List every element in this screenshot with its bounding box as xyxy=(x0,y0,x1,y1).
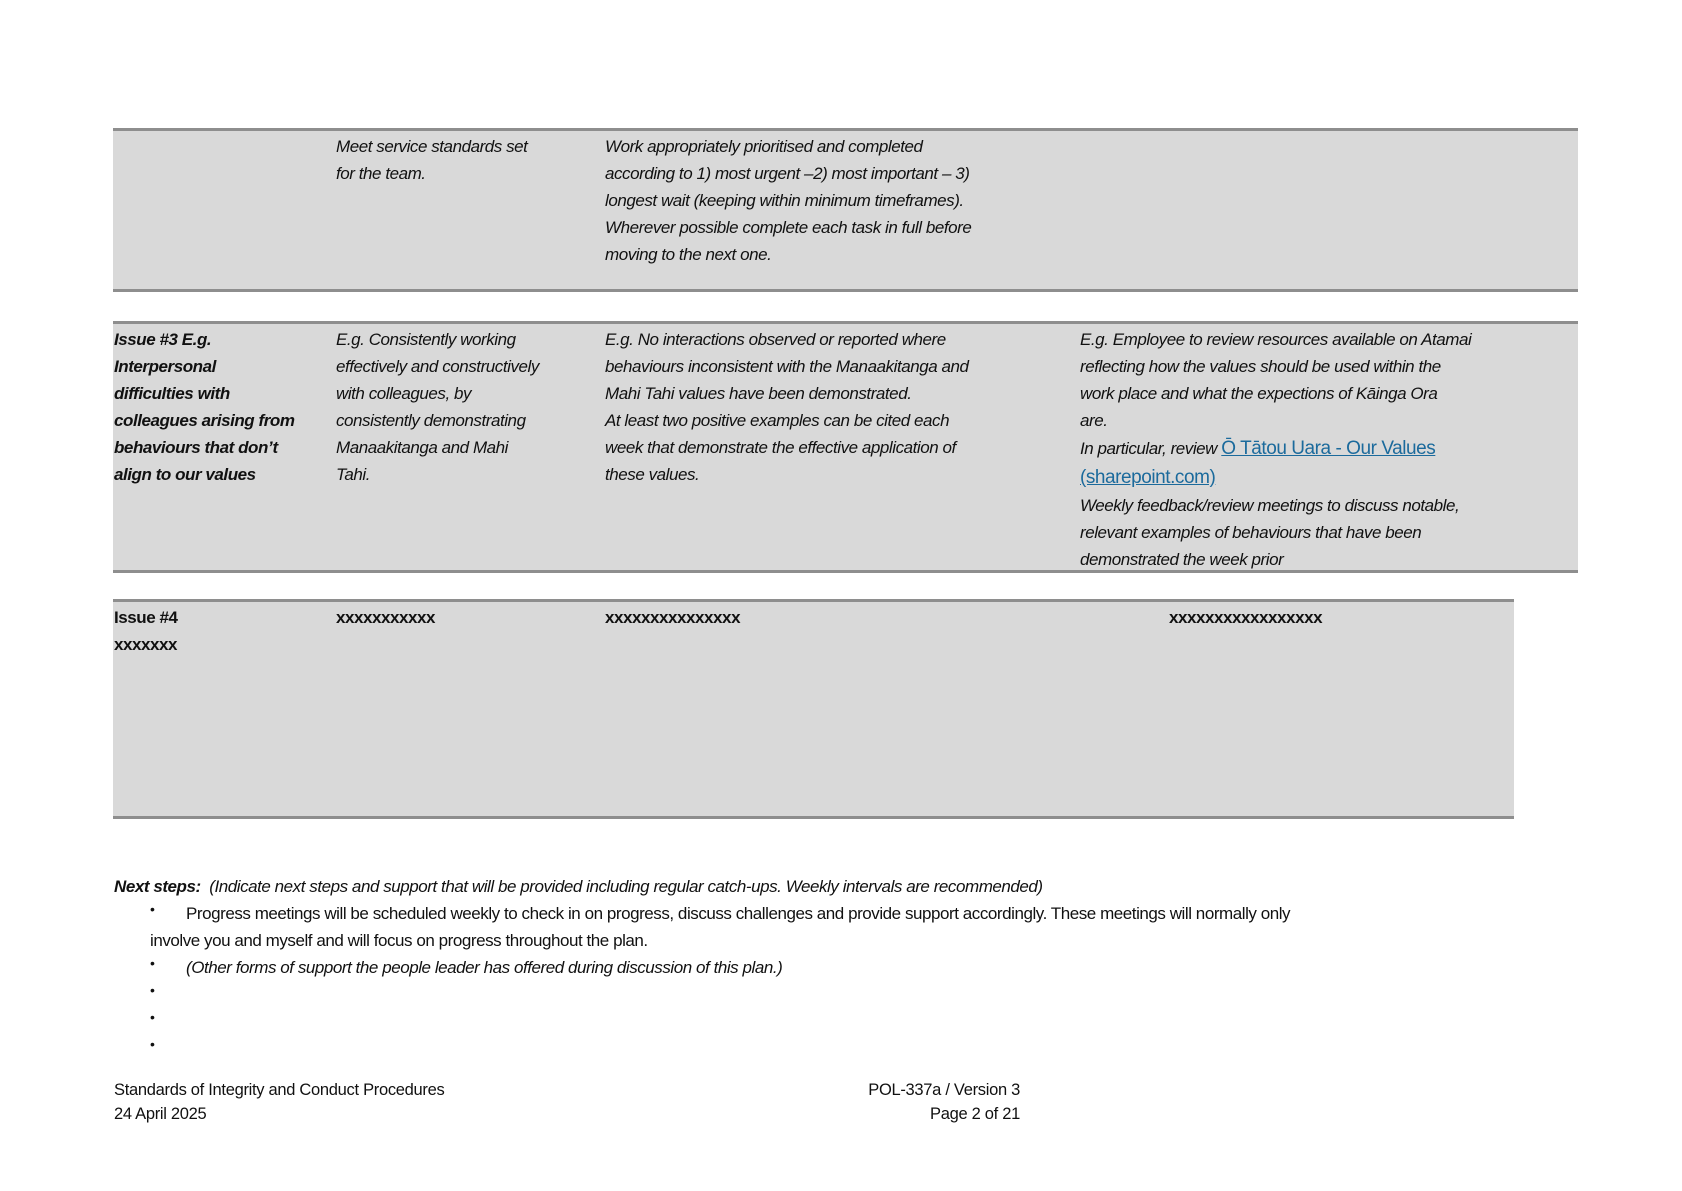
measure-cell xyxy=(605,133,971,268)
text-line: Work appropriately prioritised and completed xyxy=(605,137,923,156)
text-line: Issue #4 xyxy=(114,608,178,627)
text-line: longest wait (keeping within minimum timeframes). xyxy=(605,191,964,210)
our-values-link-continued[interactable]: (sharepoint.com) xyxy=(1080,467,1216,488)
text-line: week that demonstrate the effective application of xyxy=(605,438,956,457)
text-line: reflecting how the values should be used within the xyxy=(1080,357,1441,376)
text-line: are. xyxy=(1080,411,1108,430)
expectation-cell xyxy=(336,604,435,631)
text-line: E.g. No interactions observed or reported where xyxy=(605,330,946,349)
list-item xyxy=(186,954,782,981)
footer-title: Standards of Integrity and Conduct Procedures xyxy=(114,1081,445,1099)
text-line: Tahi. xyxy=(336,465,370,484)
list-item-continued xyxy=(150,927,648,954)
bullet-icon: • xyxy=(150,1036,155,1052)
text-line: xxxxxxx xyxy=(114,635,178,654)
text-line: these values. xyxy=(605,465,700,484)
table-row xyxy=(113,599,1514,819)
footer-page-number: Page 2 of 21 xyxy=(930,1105,1020,1123)
text-line: Mahi Tahi values have been demonstrated. xyxy=(605,384,912,403)
text-line: behaviours that don’t xyxy=(114,438,278,457)
table-row xyxy=(113,128,1578,292)
text-line: moving to the next one. xyxy=(605,245,772,264)
expectation-cell xyxy=(336,133,527,187)
bullet-icon: • xyxy=(150,955,155,971)
text-line: xxxxxxxxxxxxxxx xyxy=(605,608,741,627)
footer-doc-id: POL-337a / Version 3 xyxy=(868,1081,1020,1099)
text-line: colleagues arising from xyxy=(114,411,295,430)
measure-cell xyxy=(605,604,740,631)
support-cell xyxy=(1080,326,1471,573)
text-line: for the team. xyxy=(336,164,426,183)
text-line: consistently demonstrating xyxy=(336,411,526,430)
text-line: Interpersonal xyxy=(114,357,216,376)
text-line: according to 1) most urgent –2) most important – 3) xyxy=(605,164,970,183)
text-line: E.g. Consistently working xyxy=(336,330,516,349)
issue-cell xyxy=(114,604,178,658)
text-line: Issue #3 E.g. xyxy=(114,330,212,349)
text-line: demonstrated the week prior xyxy=(1080,550,1284,569)
next-steps-label: Next steps: xyxy=(114,877,201,896)
expectation-cell xyxy=(336,326,539,488)
text-line: difficulties with xyxy=(114,384,230,403)
list-item xyxy=(186,900,1290,927)
bullet-icon: • xyxy=(150,901,155,917)
table-row xyxy=(113,321,1578,573)
measure-cell xyxy=(605,326,969,488)
text-line: work place and what the expections of Kāinga Ora xyxy=(1080,384,1438,403)
text-line: Manaakitanga and Mahi xyxy=(336,438,509,457)
bullet-icon: • xyxy=(150,982,155,998)
text-line: behaviours inconsistent with the Manaakitanga and xyxy=(605,357,969,376)
text-line: effectively and constructively xyxy=(336,357,539,376)
text-line: involve you and myself and will focus on progress throughout the plan. xyxy=(150,931,648,950)
footer-right xyxy=(868,1078,1020,1126)
text-line: xxxxxxxxxxxxxxxxx xyxy=(1169,608,1323,627)
issue-cell xyxy=(114,326,295,488)
link-prefix: In particular, review xyxy=(1080,439,1222,458)
text-line: xxxxxxxxxxx xyxy=(336,608,436,627)
text-line: with colleagues, by xyxy=(336,384,472,403)
text-line: Weekly feedback/review meetings to discuss notable, xyxy=(1080,496,1460,515)
text-line xyxy=(1080,463,1471,492)
text-line: Wherever possible complete each task in full before xyxy=(605,218,972,237)
next-steps-heading xyxy=(114,873,1043,900)
text-line: Progress meetings will be scheduled weekly to check in on progress, discuss challenges and provide support accordingly. These meetings will normally only xyxy=(186,904,1291,923)
footer-left xyxy=(114,1078,444,1126)
footer-date: 24 April 2025 xyxy=(114,1105,207,1123)
support-cell xyxy=(1169,604,1322,631)
text-line: align to our values xyxy=(114,465,256,484)
text-line: Meet service standards set xyxy=(336,137,528,156)
text-line xyxy=(1080,434,1471,463)
text-line: E.g. Employee to review resources available on Atamai xyxy=(1080,330,1472,349)
text-line: (Other forms of support the people leader has offered during discussion of this plan.) xyxy=(186,958,783,977)
text-line: At least two positive examples can be cited each xyxy=(605,411,950,430)
text-line: relevant examples of behaviours that have been xyxy=(1080,523,1422,542)
next-steps-instruction: (Indicate next steps and support that will be provided including regular catch-ups. Weekly intervals are recommended) xyxy=(209,877,1043,896)
our-values-link[interactable]: Ō Tātou Uara - Our Values xyxy=(1221,438,1436,459)
bullet-icon: • xyxy=(150,1009,155,1025)
